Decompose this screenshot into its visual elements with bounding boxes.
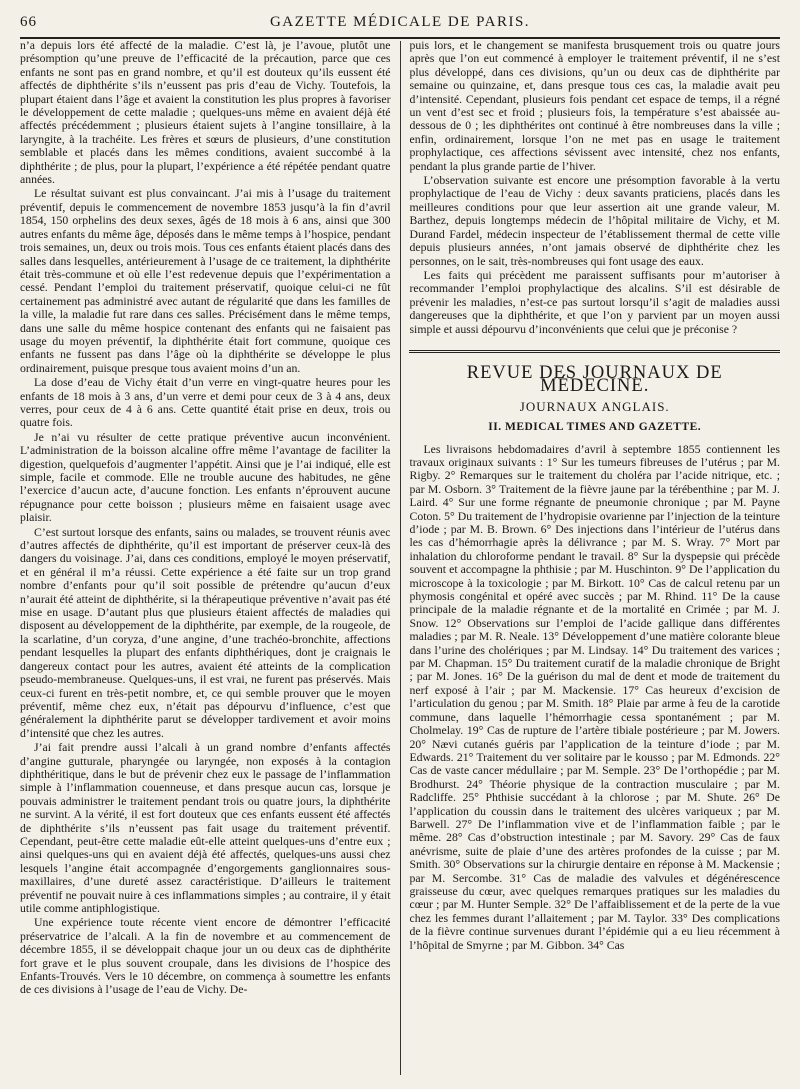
right-paragraph: L’observation suivante est encore une présomption favorable à la vertu prophylactique de l’eau de Vichy : deux savants praticiens, placés dans les meilleures conditions pour que leur assertion ait une grande valeur, M. Barthez, depuis longtemps médecin de l’hôpital militaire de Vichy, et M. Durand Fardel, médecin inspecteur de l’établissement thermal de cette ville depuis plusieurs années, n’ont jamais observé de diphthérite chez les personnes, on le sait, très-nombreuses qui font usage des eaux. bbox=[409, 174, 780, 268]
revue-title: REVUE DES JOURNAUX DE MÉDECINE. bbox=[466, 362, 723, 397]
right-paragraph: puis lors, et le changement se manifesta brusquement trois ou quatre jours après que l’on eut commencé à employer le traitement préventif, il ne s’est plus développé, dans ces divisions, qu’un ou deux cas de diphthérite par semaine ou quinzaine, et, dans presque tous ces cas, la maladie avait peu d’intensité. Cependant, plusieurs fois pendant cet espace de temps, il a régné un vent d’est sec et froid ; plusieurs fois, la température s’est abaissée au-dessous de 0 ; les diphthérites ont continué à être nombreuses dans la ville ; enfin, ordinairement, lorsque l’on ne met pas en usage le traitement prophylactique, ces affections sévissent avec intensité, chez nos enfants, pendant la plus grande partie de l’hiver. bbox=[409, 39, 780, 173]
left-paragraph: C’est surtout lorsque des enfants, sains ou malades, se trouvent réunis avec d’autres affectés de diphthérite, qu’il est important de préserver ceux-là des dangers du voisinage. J’ai, dans ces conditions, employé le moyen préservatif, et en général il m’a réussi. Cette expérience a été faite sur un trop grand nombre d’enfants pour qu’il soit possible de prétendre qu’aucun d’eux n’aurait été atteint de diphthérite, si la thérapeutique préventive n’avait pas été mise en usage. D’autant plus que plusieurs étaient affectés de maladies qui disposent au développement de la diphthérite, par exemple, de la rougeole, de la scarlatine, d’un coryza, d’une angine, d’une trachéo-bronchite, affections pendant lesquelles la plupart des enfants diphthériques, dont je craignais le dangereux contact pour les autres, avaient été atteints de la complication pseudo-membraneuse. Quelques-uns, il est vrai, ne furent pas préservés. Mais ceux-ci furent en très-petit nombre, et, ce qui semble prouver que le moyen préventif, même chez eux, n’était pas dépourvu d’influence, c’est que généralement la diphthérite parut se développer tardivement et avoir moins d’intensité que chez les autres. bbox=[20, 525, 391, 740]
page-header bbox=[20, 14, 780, 39]
left-paragraph: La dose d’eau de Vichy était d’un verre en vingt-quatre heures pour les enfants de 18 mois à 3 ans, d’un verre et demi pour ceux de 3 à 4 ans, deux verres, pour ceux de 4 à 6 ans. Cette quantité était prise en deux, trois ou quatre fois. bbox=[20, 376, 391, 430]
journaux-title: JOURNAUX ANGLAIS. bbox=[519, 398, 670, 414]
left-paragraph: J’ai fait prendre aussi l’alcali à un grand nombre d’enfants affectés d’angine gutturale, pharyngée ou laryngée, non exposés à la contagion diphthéritique, dans le but de prévenir chez eux le passage de l’inflammation simple à l’inflammation couenneuse, et dans presque aucun cas, lorsque je pouvais administrer le traitement pendant trois ou quatre jours, la diphthérite ne survint. A la vérité, il est fort douteux que ces enfants eussent été affectés de diphthérite s’ils n’eussent pas fait usage du traitement préventif. Cependant, peut-être cette maladie eût-elle atteint quelques-uns d’entre eux ; ainsi quelques-uns qui en avaient déjà été affectés, quelques-uns aussi chez lesquels l’angine était accompagnée d’engorgements ganglionnaires sous-maxillaires, d’une dureté assez caractéristique. D’ailleurs le traitement préventif ne pouvait nuire à ces inflammations simples ; au contraire, il y était utile comme antiphlogistique. bbox=[20, 741, 391, 915]
left-column bbox=[20, 39, 400, 1075]
right-paragraph: Les faits qui précèdent me paraissent suffisants pour m’autoriser à recommander l’emploi prophylactique des alcalins. S’il est désirable de prévenir les maladies, n’est-ce pas surtout lorsqu’il s’agit de maladies aussi dangereuses que la diphthérite, et que l’on y parvient par un moyen aussi simple et aussi dépourvu d’inconvénients que celui que je préconise ? bbox=[409, 268, 780, 336]
left-paragraph: n’a depuis lors été affecté de la maladie. C’est là, je l’avoue, plutôt une présomption qu’une preuve de l’efficacité de la précaution, parce que ces enfants ne sont pas en grand nombre, et qu’il est douteux qu’ils eussent été affectés de diphthérite s’ils n’eussent pas pris d’eau de Vichy. Toutefois, la plupart étaient dans l’âge et avaient la constitution les plus propres à favoriser le développement de cette maladie ; quelques-uns même en avaient déjà été affectés précédemment ; plusieurs étaient sujets à l’angine tonsillaire, à la laryngite, à la trachéite. Les frères et sœurs de plusieurs, d’une constitution semblable et placés dans les mêmes conditions, avaient succombé à la diphthérite ; de plus, pour la plupart, l’expérience a été répétée pendant quatre années. bbox=[20, 39, 391, 187]
left-paragraph: Le résultat suivant est plus convaincant. J’ai mis à l’usage du traitement préventif, depuis le commencement de novembre 1853 jusqu’à la fin d’avril 1854, 150 orphelins des deux sexes, âgés de 18 mois à 6 ans, ainsi que 300 autres enfants du même âge, déposés dans le même temps à l’hospice, pendant trois semaines, un, deux ou trois mois. Tous ces enfants étaient placés dans des salles dans lesquelles, antérieurement à l’usage de ce traitement, la diphthérite était très-commune et où elle l’est redevenue depuis que l’expérimentation a cessé. Pendant l’emploi du traitement préservatif, quoique celui-ci ne fût certainement pas administré avec autant de régularité que dans les familles de la ville, la maladie fut rare dans ces salles. Précisément dans le même temps, dans une salle du même hospice contenant des enfants qui ne faisaient pas usage du moyen préventif, la diphthérite était fort commune, quoique ces enfants ne fussent pas dans l’âge où la diphthérite se développe le plus ordinairement, puisque presque tous avaient moins d’un an. bbox=[20, 187, 391, 375]
columns bbox=[20, 39, 780, 1075]
section-title: II. MEDICAL TIMES AND GAZETTE. bbox=[488, 421, 702, 434]
review-intro: Les livraisons hebdomadaires d’avril à septembre 1855 contiennent les travaux originaux suivants : 1° Sur les tumeurs fibreuses de l’utérus ; par M. Rigby. 2° Remarques sur le traitement du choléra par l’acide nitrique, etc. ; par M. Osborn. 3° Traitement de la fièvre jaune par la térébenthine ; par M. J. Laird. 4° Sur une forme régnante de pneumonie chronique ; par M. Payne Coton. 5° Du traitement de l’hydropisie ovarienne par l’injection de la teinture d’iode ; par M. B. Brown. 6° Des injections dans l’intérieur de l’utérus dans les cas d’hémorrhagie après la délivrance ; par M. S. Wray. 7° Mort par inhalation du chloroforme pendant le travail. 8° Sur la dyspepsie qui précède souvent et accompagne la phthisie ; par M. Huschinton. 9° De l’application du microscope à la toxicologie ; par M. Birkott. 10° Cas de calcul retenu par un phymosis congénital et opéré avec succès ; par M. Rhind. 11° De la cause principale de la maladie régnante et de la mortalité en Crimée ; par M. J. Snow. 12° Observations sur l’emploi de l’acide gallique dans différentes maladies ; par M. R. Neale. 13° Développement d’une matière colorante bleue dans l’urine des cholériques ; par M. Lindsay. 14° Du traitement des varices ; par M. Chapman. 15° Du traitement curatif de la maladie chronique de Bright ; par M. Jones. 16° De la guérison du mal de dent et mode de traitement du nerf exposé à l’air ; par M. Mackensie. 17° Cas heureux d’excision de l’articulation du genou ; par M. Smith. 18° Plaie par arme à feu de la carotide commune, dans laquelle l’hémorrhagie cessa spontanément ; par M. Cholmelay. 19° Cas de rupture de l’artère tibiale postérieure ; par M. Jowers. 20° Nævi cutanés guéris par l’application de la teinture d’iode ; par M. Edwards. 21° Traitement du ver solitaire par le kousso ; par M. Edmonds. 22° Cas de vaste cancer médullaire ; par M. Semple. 23° De l’orthopédie ; par M. Brodhurst. 24° Théorie physique de la contraction musculaire ; par M. Radcliffe. 25° Phthisie succédant à la chlorose ; par M. Shute. 26° De l’application du coussin dans le traitement des ulcères variqueux ; par M. Barwell. 27° De l’inflammation vive et de l’inflammation faible ; par le même. 28° Cas d’obstruction intestinale ; par M. Savory. 29° Cas de faux anévrisme, suite de plaie d’une des artères profondes de la cuisse ; par M. Smith. 30° Observations sur la chirurgie dentaire en réponse à M. Mackensie ; par M. Sercombe. 31° Cas de maladie des valvules et dégénérescence graisseuse du cœur, avec quelques remarques pratiques sur les maladies du cœur ; par M. Hunter Semple. 32° De l’affaiblissement et de la perte de la vue chez les femmes durant l’allaitement ; par M. Taylor. 33° Des complications de la fièvre continue survenues durant l’épidémie qui a eu lieu récemment à l’hôpital de Smyrne ; par M. Gibbon. 34° Cas bbox=[409, 442, 780, 952]
revue-section bbox=[409, 350, 780, 952]
page-number: 66 bbox=[20, 14, 37, 30]
left-paragraph: Une expérience toute récente vient encore de démontrer l’efficacité préservatrice de l’alcali. A la fin de novembre et au commencement de décembre 1855, il se développait chaque jour un ou deux cas de diphthérite fort grave et le plus souvent croupale, dans les divisions de l’hospice des Enfants-Trouvés. Vers le 10 décembre, on commença à soumettre les enfants de ces divisions à l’usage de l’eau de Vichy. De- bbox=[20, 916, 391, 997]
left-paragraph: Je n’ai vu résulter de cette pratique préventive aucun inconvénient. L’administration de la boisson alcaline offre même l’avantage de faciliter la digestion, quelquefois d’augmenter l’appétit. Ainsi que je l’ai indiqué, elle est simple, facile et commode. Elle ne trouble aucune des habitudes, ne gêne l’exercice d’aucun acte, d’aucune fonction. Les enfants n’éprouvent aucune répugnance pour cette boisson ; plusieurs même en faisaient usage avec plaisir. bbox=[20, 430, 391, 525]
right-column bbox=[400, 39, 780, 1075]
journal-title: GAZETTE MÉDICALE DE PARIS. bbox=[269, 14, 531, 30]
